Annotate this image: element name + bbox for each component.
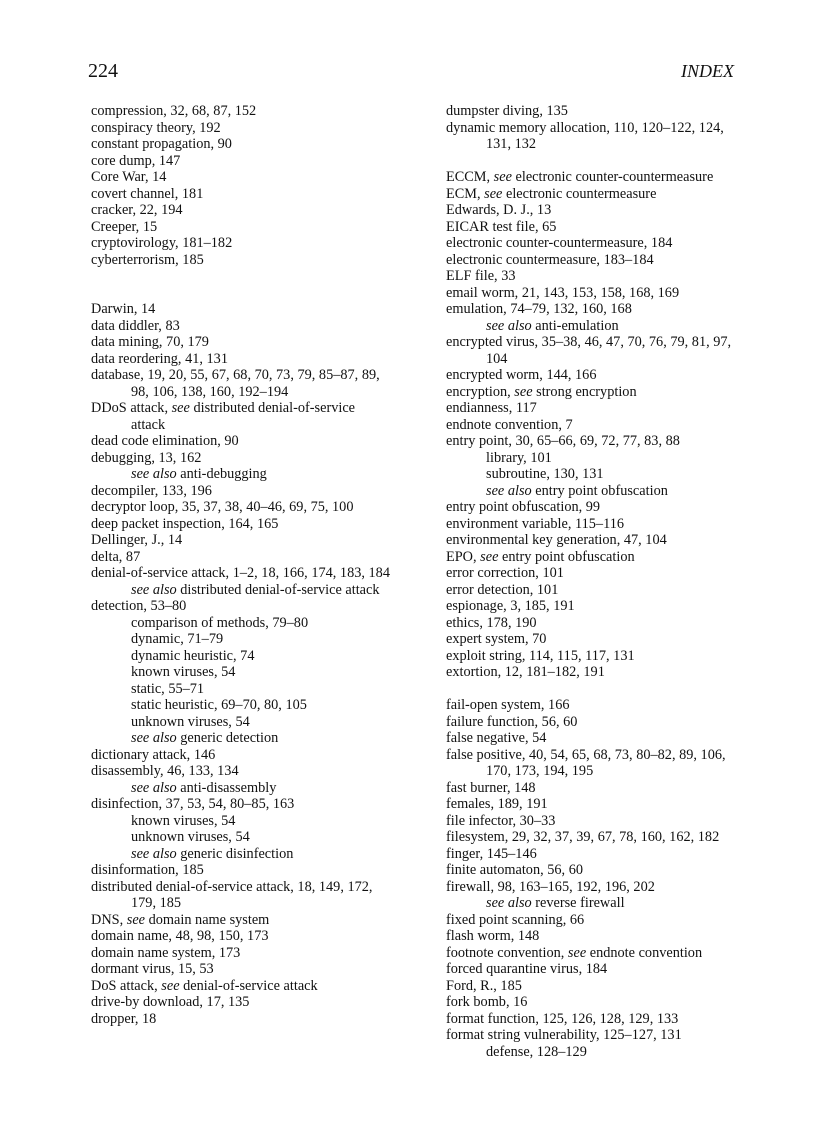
index-entry: environment variable, 115–116 — [446, 515, 624, 532]
index-entry: Core War, 14 — [91, 169, 167, 185]
index-entry: distributed denial-of-service attack, 18, 149, 172, 179, 185 — [91, 878, 373, 911]
index-entry — [446, 186, 746, 203]
index-entry: conspiracy theory, 192 — [91, 119, 221, 136]
index-entry — [446, 945, 746, 962]
index-column-left — [91, 103, 391, 1027]
index-subentry — [91, 846, 391, 863]
index-subentry — [446, 483, 746, 500]
index-entry: finite automaton, 56, 60 — [446, 862, 583, 878]
index-entry: Edwards, D. J., 13 — [446, 202, 552, 218]
index-subentry: unknown viruses, 54 — [131, 829, 250, 845]
index-entry: females, 189, 191 — [446, 796, 548, 812]
index-entry: encrypted worm, 144, 166 — [446, 367, 597, 383]
index-subentry: library, 101 — [486, 449, 552, 466]
index-entry: detection, 53–80 — [91, 598, 187, 614]
see-reference: see — [493, 169, 512, 185]
reference-target: domain name system — [145, 911, 270, 928]
index-entry: failure function, 56, 60 — [446, 713, 578, 730]
index-entry: espionage, 3, 185, 191 — [446, 598, 575, 614]
see-reference: see also — [131, 466, 177, 482]
index-entry: disinfection, 37, 53, 54, 80–85, 163 — [91, 796, 295, 812]
index-entry: decompiler, 133, 196 — [91, 482, 212, 499]
index-entry: file infector, 30–33 — [446, 812, 556, 829]
index-subentry — [91, 466, 391, 483]
index-entry: format string vulnerability, 125–127, 131 — [446, 1027, 682, 1043]
index-entry: entry point, 30, 65–66, 69, 72, 77, 83, 88 — [446, 433, 680, 449]
index-entry: Creeper, 15 — [91, 218, 158, 235]
index-entry: constant propagation, 90 — [91, 136, 232, 152]
index-entry: domain name system, 173 — [91, 944, 241, 961]
index-entry: ethics, 178, 190 — [446, 614, 537, 631]
see-reference: see — [480, 548, 499, 565]
index-entry: fixed point scanning, 66 — [446, 911, 585, 928]
index-subentry: subroutine, 130, 131 — [486, 466, 604, 482]
index-entry: electronic counter-countermeasure, 184 — [446, 235, 673, 251]
index-entry: Darwin, 14 — [91, 301, 156, 317]
index-entry — [446, 169, 746, 186]
index-entry: exploit string, 114, 115, 117, 131 — [446, 647, 635, 664]
see-reference: see also — [131, 581, 177, 598]
letter-group-gap — [91, 268, 391, 285]
entry-term: ECCM, — [446, 169, 494, 185]
index-entry: emulation, 74–79, 132, 160, 168 — [446, 301, 632, 317]
reference-target: entry point obfuscation — [498, 548, 635, 565]
index-entry: cyberterrorism, 185 — [91, 251, 204, 268]
index-entry: forced quarantine virus, 184 — [446, 961, 608, 977]
index-entry: fast burner, 148 — [446, 779, 536, 796]
index-entry: covert channel, 181 — [91, 185, 204, 202]
reference-target: electronic countermeasure — [502, 185, 657, 202]
entry-term: DDoS attack, — [91, 400, 172, 416]
reference-target: generic disinfection — [176, 845, 294, 862]
see-reference: see — [161, 977, 180, 994]
index-entry: entry point obfuscation, 99 — [446, 499, 601, 515]
letter-group-gap — [91, 285, 391, 302]
reference-target: reverse firewall — [531, 895, 625, 911]
index-entry: expert system, 70 — [446, 631, 547, 647]
index-entry — [446, 549, 746, 566]
index-entry: disinformation, 185 — [91, 862, 204, 878]
index-entry: ELF file, 33 — [446, 268, 516, 284]
index-subentry: known viruses, 54 — [131, 664, 236, 680]
see-reference: see also — [486, 895, 532, 911]
reference-target: anti-debugging — [176, 466, 267, 482]
index-entry: data diddler, 83 — [91, 317, 180, 334]
reference-target: endnote convention — [586, 944, 703, 961]
index-entry — [446, 384, 746, 401]
index-subentry — [91, 780, 391, 797]
index-column-right — [446, 103, 746, 1060]
see-reference: see — [567, 944, 587, 961]
index-entry: fail-open system, 166 — [446, 697, 570, 713]
index-entry: endnote convention, 7 — [446, 416, 573, 433]
index-entry: dynamic memory allocation, 110, 120–122, 124, 131, 132 — [446, 119, 724, 152]
index-entry: cracker, 22, 194 — [91, 202, 183, 218]
index-entry: dormant virus, 15, 53 — [91, 961, 214, 977]
index-entry: EICAR test file, 65 — [446, 218, 557, 235]
index-entry: domain name, 48, 98, 150, 173 — [91, 928, 269, 944]
index-entry: delta, 87 — [91, 548, 141, 565]
see-reference: see also — [486, 482, 532, 499]
see-reference: see also — [131, 730, 177, 746]
see-reference: see also — [131, 845, 177, 862]
index-entry: drive-by download, 17, 135 — [91, 994, 250, 1010]
see-reference: see also — [131, 779, 177, 796]
see-reference: see — [514, 383, 533, 400]
index-entry: denial-of-service attack, 1–2, 18, 166, 174, 183, 184 — [91, 565, 390, 581]
index-subentry: dynamic heuristic, 74 — [131, 647, 255, 664]
index-subentry: comparison of methods, 79–80 — [131, 614, 309, 631]
index-entry: extortion, 12, 181–182, 191 — [446, 664, 605, 680]
index-entry: finger, 145–146 — [446, 845, 537, 862]
index-entry: Dellinger, J., 14 — [91, 532, 183, 548]
index-subentry — [91, 730, 391, 747]
reference-target: distributed denial-of-service attack — [176, 581, 380, 598]
index-entry — [91, 978, 391, 995]
index-entry: false negative, 54 — [446, 730, 547, 746]
reference-target: denial-of-service attack — [179, 977, 318, 994]
index-entry: dumpster diving, 135 — [446, 103, 568, 119]
index-entry: decryptor loop, 35, 37, 38, 40–46, 69, 75, 100 — [91, 499, 354, 515]
index-entry — [91, 912, 391, 929]
index-entry: encrypted virus, 35–38, 46, 47, 70, 76, 79, 81, 97, 104 — [446, 334, 732, 367]
index-entry: disassembly, 46, 133, 134 — [91, 763, 239, 779]
entry-term: EPO, — [446, 548, 481, 565]
index-entry: cryptovirology, 181–182 — [91, 235, 233, 251]
reference-target: anti-emulation — [531, 317, 619, 334]
index-entry: email worm, 21, 143, 153, 158, 168, 169 — [446, 284, 680, 301]
index-subentry: static heuristic, 69–70, 80, 105 — [131, 697, 307, 713]
index-entry: error correction, 101 — [446, 565, 564, 581]
entry-term: DoS attack, — [91, 977, 162, 994]
index-entry: dead code elimination, 90 — [91, 433, 239, 449]
reference-target: generic detection — [176, 730, 279, 746]
index-subentry — [446, 895, 746, 912]
reference-target: entry point obfuscation — [531, 482, 668, 499]
index-subentry — [446, 318, 746, 335]
index-entry: electronic countermeasure, 183–184 — [446, 251, 654, 268]
letter-group-gap — [446, 681, 746, 698]
entry-term: ECM, — [446, 185, 485, 202]
index-subentry: unknown viruses, 54 — [131, 713, 250, 730]
entry-term: DNS, — [91, 911, 127, 928]
reference-target: anti-disassembly — [176, 779, 277, 796]
index-entry: deep packet inspection, 164, 165 — [91, 515, 279, 532]
index-entry: Ford, R., 185 — [446, 977, 522, 994]
entry-term: footnote convention, — [446, 944, 568, 961]
running-head: INDEX — [681, 61, 734, 81]
index-subentry: known viruses, 54 — [131, 812, 236, 829]
index-entry: environmental key generation, 47, 104 — [446, 532, 667, 548]
see-reference: see — [484, 185, 503, 202]
index-subentry — [91, 582, 391, 599]
index-entry — [91, 400, 391, 433]
index-subentry: defense, 128–129 — [486, 1043, 587, 1060]
page-number: 224 — [88, 60, 118, 82]
letter-group-gap — [446, 153, 746, 170]
index-entry: false positive, 40, 54, 65, 68, 73, 80–82, 89, 106, 170, 173, 194, 195 — [446, 746, 726, 779]
index-subentry: dynamic, 71–79 — [131, 631, 224, 647]
see-reference: see — [171, 400, 190, 416]
index-entry: debugging, 13, 162 — [91, 449, 202, 466]
index-subentry: static, 55–71 — [131, 680, 205, 697]
reference-target: strong encryption — [532, 383, 637, 400]
index-entry: format function, 125, 126, 128, 129, 133 — [446, 1010, 679, 1027]
index-entry: data mining, 70, 179 — [91, 334, 209, 350]
see-reference: see — [126, 911, 146, 928]
index-entry: core dump, 147 — [91, 152, 181, 169]
entry-term: encryption, — [446, 383, 515, 400]
reference-target: distributed denial-of-service attack — [131, 400, 356, 433]
index-entry: dropper, 18 — [91, 1010, 157, 1027]
see-reference: see also — [486, 317, 532, 334]
index-entry: compression, 32, 68, 87, 152 — [91, 103, 257, 119]
index-entry: firewall, 98, 163–165, 192, 196, 202 — [446, 878, 655, 895]
index-entry: error detection, 101 — [446, 581, 559, 598]
index-entry: filesystem, 29, 32, 37, 39, 67, 78, 160, 162, 182 — [446, 829, 720, 845]
index-entry: endianness, 117 — [446, 400, 537, 416]
index-entry: database, 19, 20, 55, 67, 68, 70, 73, 79, 85–87, 89, 98, 106, 138, 160, 192–194 — [91, 367, 380, 400]
index-entry: fork bomb, 16 — [446, 994, 528, 1010]
index-entry: data reordering, 41, 131 — [91, 350, 228, 367]
index-entry: dictionary attack, 146 — [91, 746, 216, 763]
index-entry: flash worm, 148 — [446, 928, 540, 944]
reference-target: electronic counter-countermeasure — [511, 169, 714, 185]
